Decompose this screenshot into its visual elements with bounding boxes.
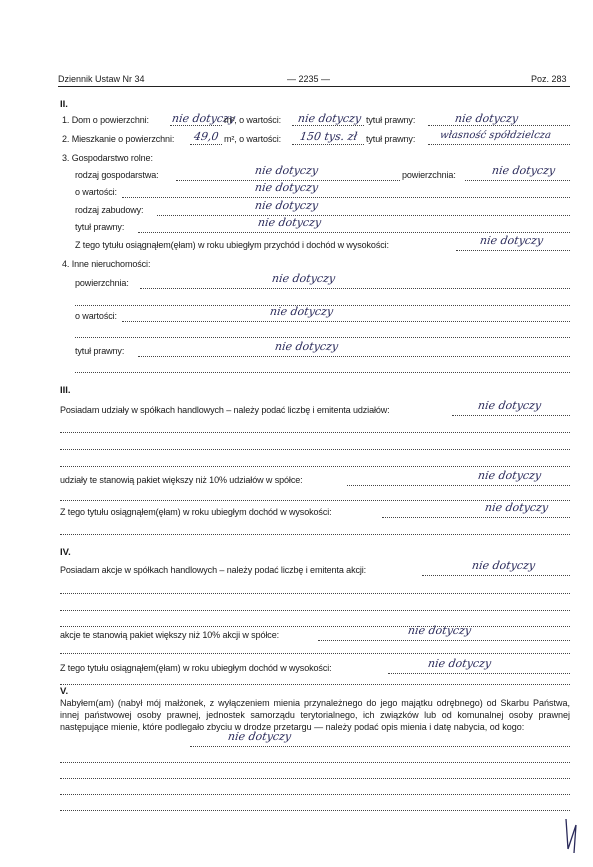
flat-value-line xyxy=(292,144,364,145)
shares-block-handwritten: nie dotyczy xyxy=(477,469,542,482)
shares-income-line xyxy=(382,517,570,518)
page-number: — 2235 — xyxy=(287,74,331,84)
shares-line-4 xyxy=(60,466,570,467)
stocks-income-line-2 xyxy=(60,684,570,685)
other-area-handwritten: nie dotyczy xyxy=(271,272,336,285)
farm-income-label: Z tego tytułu osiągnąłem(ęłam) w roku ubiegłym przychód i dochód w wysokości: xyxy=(75,240,389,250)
house-title-label: tytuł prawny: xyxy=(366,115,416,125)
farm-value-line xyxy=(122,197,570,198)
other-title-line xyxy=(138,356,570,357)
stocks-line-3 xyxy=(60,610,570,611)
acquisition-line-5 xyxy=(60,810,570,811)
shares-line-2 xyxy=(60,432,570,433)
house-value-line xyxy=(292,125,364,126)
flat-label: 2. Mieszkanie o powierzchni: xyxy=(62,134,175,144)
other-value-label: o wartości: xyxy=(75,311,117,321)
farm-title-handwritten: nie dotyczy xyxy=(257,216,322,229)
stocks-label: Posiadam akcje w spółkach handlowych – należy podać liczbę i emitenta akcji: xyxy=(60,565,367,575)
shares-line xyxy=(452,415,570,416)
initials-mark xyxy=(562,815,582,855)
other-value-line xyxy=(122,321,570,322)
other-area-line xyxy=(140,288,570,289)
stocks-income-label: Z tego tytułu osiągnąłem(ęłam) w roku ubiegłym dochód w wysokości: xyxy=(60,663,332,673)
acquisition-handwritten: nie dotyczy xyxy=(227,730,292,743)
flat-area-unit: m², o wartości: xyxy=(224,134,282,144)
flat-title-label: tytuł prawny: xyxy=(366,134,416,144)
stocks-block-label: akcje te stanowią pakiet większy niż 10% akcji w spółce: xyxy=(60,630,280,640)
flat-title-handwritten: własność spółdzielcza xyxy=(439,130,552,141)
farm-income-handwritten: nie dotyczy xyxy=(479,234,544,247)
other-value-line-2 xyxy=(75,337,570,338)
house-title-line xyxy=(428,125,570,126)
shares-income-line-2 xyxy=(60,534,570,535)
house-title-handwritten: nie dotyczy xyxy=(454,112,519,125)
flat-area-handwritten: 49,0 xyxy=(193,130,220,143)
stocks-handwritten: nie dotyczy xyxy=(471,559,536,572)
section-4-heading: IV. xyxy=(60,547,71,558)
acquisition-line-4 xyxy=(60,794,570,795)
farm-area-line xyxy=(465,180,570,181)
acquisition-line-3 xyxy=(60,778,570,779)
shares-label: Posiadam udziały w spółkach handlowych – należy podać liczbę i emitenta udziałów: xyxy=(60,405,390,415)
farm-title-line xyxy=(138,232,570,233)
shares-handwritten: nie dotyczy xyxy=(477,399,542,412)
farm-buildings-handwritten: nie dotyczy xyxy=(254,199,319,212)
stocks-block-handwritten: nie dotyczy xyxy=(407,624,472,637)
other-property-label: 4. Inne nieruchomości: xyxy=(62,259,151,269)
other-title-handwritten: nie dotyczy xyxy=(274,340,339,353)
farm-income-line xyxy=(456,250,570,251)
stocks-block-line-2 xyxy=(60,653,570,654)
section-5-heading: V. xyxy=(60,686,69,697)
journal-title: Dziennik Ustaw Nr 34 xyxy=(58,74,145,84)
house-label: 1. Dom o powierzchni: xyxy=(62,115,149,125)
section-5-text: Nabyłem(am) (nabył mój małżonek, z wyłączeniem mienia przynależnego do jego majątku odrębnego) od Skarbu Państwa, innej państwowej osoby prawnej, jednostek samorządu terytorialnego, ich związków lub od komunalnej osoby prawnej następujące mienie, które podlegało zbyciu w drodze przetargu — należy podać opis mienia i datę nabycia, od kogo: xyxy=(60,698,570,732)
farm-value-handwritten: nie dotyczy xyxy=(254,181,319,194)
stocks-line xyxy=(422,575,570,576)
stocks-block-line xyxy=(318,640,570,641)
shares-block-line xyxy=(347,485,570,486)
shares-income-label: Z tego tytułu osiągnąłem(ęłam) w roku ubiegłym dochód w wysokości: xyxy=(60,507,332,517)
header-rule xyxy=(58,86,570,87)
house-area-handwritten: nie dotyczy xyxy=(171,112,236,125)
farm-buildings-label: rodzaj zabudowy: xyxy=(75,205,144,215)
farm-label: 3. Gospodarstwo rolne: xyxy=(62,153,153,163)
stocks-line-4 xyxy=(60,626,570,627)
farm-area-handwritten: nie dotyczy xyxy=(491,164,556,177)
farm-buildings-line xyxy=(157,215,570,216)
house-area-line xyxy=(170,125,222,126)
acquisition-line-2 xyxy=(60,762,570,763)
farm-area-label: powierzchnia: xyxy=(402,170,456,180)
section-2-heading: II. xyxy=(60,99,68,110)
other-value-handwritten: nie dotyczy xyxy=(269,305,334,318)
shares-block-label: udziały te stanowią pakiet większy niż 10% udziałów w spółce: xyxy=(60,475,303,485)
other-title-label: tytuł prawny: xyxy=(75,346,125,356)
shares-income-handwritten: nie dotyczy xyxy=(484,501,549,514)
farm-type-label: rodzaj gospodarstwa: xyxy=(75,170,159,180)
stocks-line-2 xyxy=(60,593,570,594)
shares-line-3 xyxy=(60,449,570,450)
other-area-label: powierzchnia: xyxy=(75,278,129,288)
stocks-income-handwritten: nie dotyczy xyxy=(427,657,492,670)
position-number: Poz. 283 xyxy=(531,74,567,84)
flat-value-handwritten: 150 tys. zł xyxy=(299,130,359,143)
section-3-heading: III. xyxy=(60,385,71,396)
flat-title-line xyxy=(428,144,570,145)
stocks-income-line xyxy=(388,673,570,674)
other-title-line-2 xyxy=(75,372,570,373)
house-area-unit: m², o wartości: xyxy=(224,115,282,125)
farm-value-label: o wartości: xyxy=(75,187,117,197)
farm-type-handwritten: nie dotyczy xyxy=(254,164,319,177)
house-value-handwritten: nie dotyczy xyxy=(297,112,362,125)
acquisition-line xyxy=(190,746,570,747)
flat-area-line xyxy=(190,144,222,145)
farm-title-label: tytuł prawny: xyxy=(75,222,125,232)
